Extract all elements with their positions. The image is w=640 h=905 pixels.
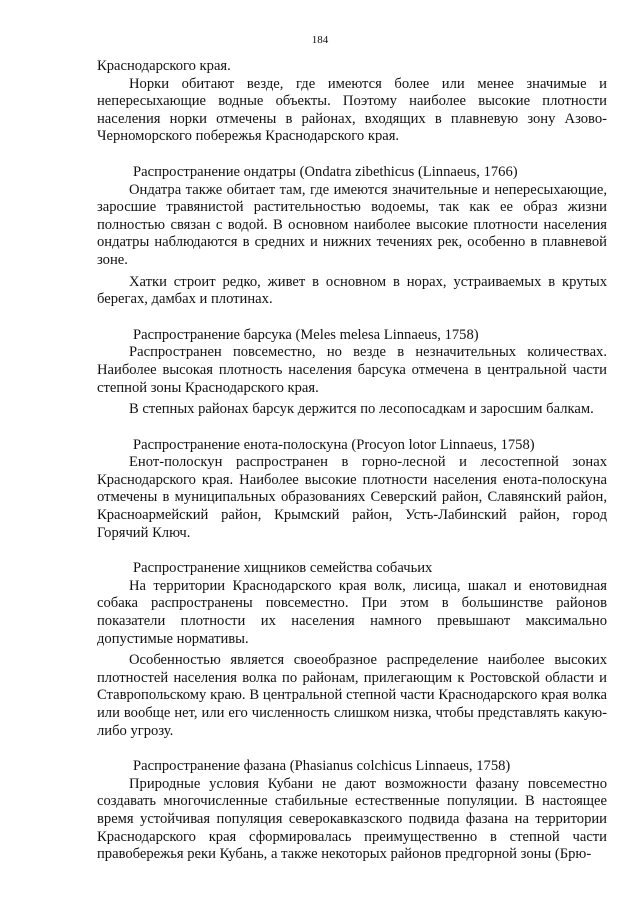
paragraph-continuation: Краснодарского края.: [97, 58, 231, 74]
paragraph-badger-range: Распространен повсеместно, но везде в незначительных количествах. Наиболее высокая плотность населения барсука отмечена в центральной части степной зоны Краснодарского края.: [97, 344, 607, 396]
heading-badger: Распространение барсука (Meles melesa Linnaeus, 1758): [133, 326, 479, 343]
paragraph-muskrat-habitat: Ондатра также обитает там, где имеются значительные и непересыхающие, заросшие травянистой растительностью водоемы, так как ее образ жизни полностью связан с водой. В основном наиболее высокие плотности населения ондатры наблюдаются в средних и нижних течениях рек, особенно в плавневой зоне.: [97, 181, 607, 268]
paragraph-canids-range: На территории Краснодарского края волк, лисица, шакал и енотовидная собака распространены повсеместно. При этом в большинстве районов показатели плотности их населения намного превышают максимально допустимые нормативы.: [97, 577, 607, 647]
heading-raccoon: Распространение енота-полоскуна (Procyon lotor Linnaeus, 1758): [133, 436, 535, 453]
paragraph-wolf-distribution: Особенностью является своеобразное распределение наиболее высоких плотностей населения волка по районам, прилегающим к Ростовской области и Ставропольскому краю. В центральной степной части Краснодарского края волка или вообще нет, или его численность слишком низка, чтобы представлять какую-либо угрозу.: [97, 652, 607, 739]
document-body: [97, 58, 607, 864]
heading-pheasant: Распространение фазана (Phasianus colchicus Linnaeus, 1758): [133, 758, 511, 775]
paragraph-raccoon-range: Енот-полоскун распространен в горно-лесной и лесостепной зонах Краснодарского края. Наиболее высокие плотности населения енота-полоскуна отмечены в муниципальных образованиях Северский район, Славянский район, Красноармейский район, Крымский район, Усть-Лабинский район, город Горячий Ключ.: [97, 454, 607, 541]
heading-muskrat: Распространение ондатры (Ondatra zibethicus (Linnaeus, 1766): [133, 163, 518, 180]
paragraph-pheasant-range: Природные условия Кубани не дают возможности фазану повсеместно создавать многочисленные стабильные естественные популяции. В настоящее время устойчивая популяция северокавказского подвида фазана на территории Краснодарского края сформировалась преимущественно в степной части правобережья реки Кубань, а также некоторых районов предгорной зоны (Брю-: [97, 775, 607, 863]
paragraph-badger-steppe: В степных районах барсук держится по лесопосадкам и заросшим балкам.: [129, 401, 594, 418]
paragraph-mink: Норки обитают везде, где имеются более или менее значимые и непересыхающие водные объекты. Поэтому наиболее высокие плотности населения норки отмечены в районах, входящих в плавневую зону Азово-Черноморского побережья Краснодарского края.: [97, 75, 607, 145]
page-number: 184: [311, 34, 329, 46]
paragraph-muskrat-lodges: Хатки строит редко, живет в основном в норах, устраиваемых в крутых берегах, дамбах и плотинах.: [97, 273, 607, 308]
heading-canids: Распространение хищников семейства собачьих: [133, 560, 433, 577]
